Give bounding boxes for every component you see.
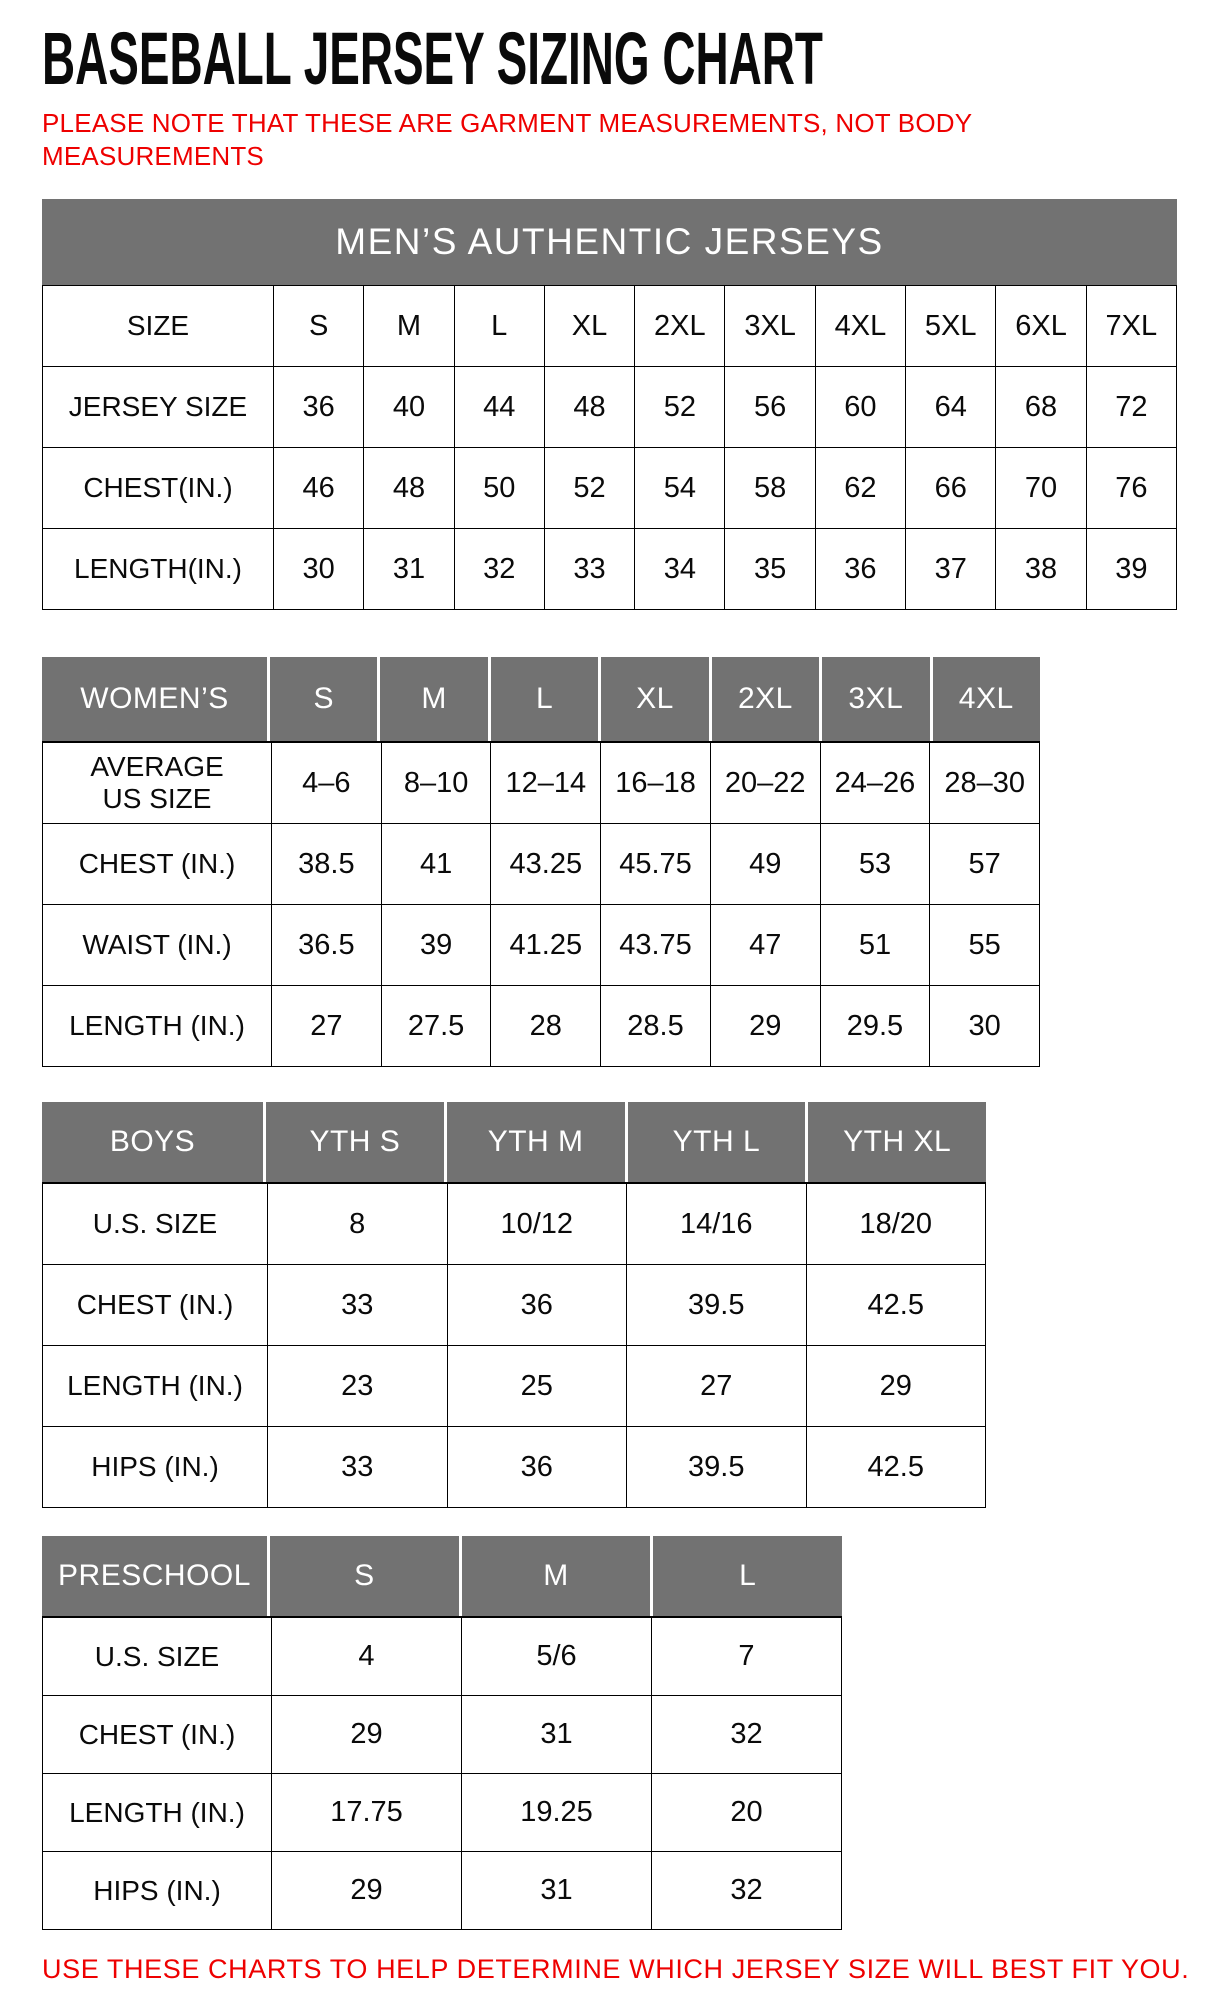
header-label-cell: WOMEN’S [42, 657, 270, 741]
value-cell: 66 [905, 448, 995, 528]
header-cell: 4XL [815, 286, 905, 366]
table-body [42, 1616, 842, 1930]
value-cell: 39 [1086, 529, 1176, 609]
value-cell: 36 [447, 1427, 627, 1507]
value-cell: 33 [267, 1427, 447, 1507]
header-cell: S [273, 286, 363, 366]
table-row [43, 1695, 841, 1773]
value-cell: 36 [273, 367, 363, 447]
value-cell: 25 [447, 1346, 627, 1426]
value-cell: 32 [651, 1852, 841, 1929]
value-cell: 10/12 [447, 1184, 627, 1264]
value-cell: 23 [267, 1346, 447, 1426]
table-header-row [42, 657, 1040, 741]
header-label-cell: SIZE [126, 310, 190, 342]
value-cell: 52 [634, 367, 724, 447]
value-cell: 50 [454, 448, 544, 528]
header-cell: M [462, 1536, 654, 1616]
mens-authentic-jerseys-table [42, 199, 1177, 610]
value-cell: 18/20 [806, 1184, 986, 1264]
header-cell: 3XL [822, 657, 932, 741]
value-cell: 68 [995, 367, 1085, 447]
header-cell: M [363, 286, 453, 366]
header-cell: 5XL [905, 286, 995, 366]
table-row [43, 366, 1176, 447]
row-label-cell: JERSEY SIZE [68, 391, 248, 423]
value-cell: 45.75 [600, 824, 710, 904]
value-cell: 44 [454, 367, 544, 447]
value-cell: 70 [995, 448, 1085, 528]
value-cell: 29 [271, 1696, 461, 1773]
value-cell: 40 [363, 367, 453, 447]
value-cell: 31 [461, 1852, 651, 1929]
table-header-row [42, 1536, 842, 1616]
table-row [43, 1184, 985, 1264]
value-cell: 42.5 [806, 1265, 986, 1345]
row-label-line: AVERAGE [90, 750, 224, 782]
womens-sizing-table [42, 657, 1040, 1067]
value-cell: 48 [363, 448, 453, 528]
value-cell: 29 [806, 1346, 986, 1426]
value-cell: 39 [381, 905, 491, 985]
value-cell: 27.5 [381, 986, 491, 1066]
header-cell: XL [601, 657, 711, 741]
header-cell: 7XL [1086, 286, 1176, 366]
value-cell: 14/16 [626, 1184, 806, 1264]
value-cell: 4 [271, 1618, 461, 1695]
table-row [43, 985, 1039, 1066]
value-cell: 36.5 [271, 905, 381, 985]
row-label-cell: CHEST (IN.) [76, 1289, 234, 1321]
value-cell: 19.25 [461, 1774, 651, 1851]
value-cell: 55 [929, 905, 1039, 985]
row-label-cell: LENGTH(IN.) [74, 553, 242, 585]
value-cell: 38.5 [271, 824, 381, 904]
value-cell: 30 [929, 986, 1039, 1066]
value-cell: 5/6 [461, 1618, 651, 1695]
row-label-cell: CHEST(IN.) [83, 472, 233, 504]
value-cell: 46 [273, 448, 363, 528]
value-cell: 33 [267, 1265, 447, 1345]
value-cell: 41 [381, 824, 491, 904]
row-label-cell: LENGTH (IN.) [69, 1796, 245, 1828]
value-cell: 32 [454, 529, 544, 609]
row-label-cell: HIPS (IN.) [93, 1874, 221, 1906]
row-label-cell: CHEST (IN.) [78, 1718, 236, 1750]
value-cell: 62 [815, 448, 905, 528]
table-row [43, 1618, 841, 1695]
value-cell: 56 [724, 367, 814, 447]
row-label-cell: WAIST (IN.) [82, 929, 232, 961]
value-cell: 29.5 [820, 986, 930, 1066]
value-cell: 8 [267, 1184, 447, 1264]
value-cell: 43.25 [490, 824, 600, 904]
header-cell: 6XL [995, 286, 1085, 366]
value-cell: 16–18 [600, 743, 710, 823]
table-row [43, 528, 1176, 609]
value-cell: 27 [271, 986, 381, 1066]
table-row [43, 1345, 985, 1426]
note-line-2: MEASUREMENTS [42, 140, 264, 171]
header-cell: L [454, 286, 544, 366]
header-label-cell: PRESCHOOL [42, 1536, 270, 1616]
value-cell: 52 [544, 448, 634, 528]
value-cell: 39.5 [626, 1265, 806, 1345]
value-cell: 24–26 [820, 743, 930, 823]
table-row [43, 904, 1039, 985]
value-cell: 48 [544, 367, 634, 447]
table-row [43, 1851, 841, 1929]
row-label-line: US SIZE [102, 783, 212, 815]
value-cell: 36 [815, 529, 905, 609]
value-cell: 29 [710, 986, 820, 1066]
header-cell: L [491, 657, 601, 741]
value-cell: 29 [271, 1852, 461, 1929]
value-cell: 43.75 [600, 905, 710, 985]
value-cell: 8–10 [381, 743, 491, 823]
value-cell: 12–14 [490, 743, 600, 823]
value-cell: 38 [995, 529, 1085, 609]
value-cell: 17.75 [271, 1774, 461, 1851]
value-cell: 33 [544, 529, 634, 609]
header-label-cell: BOYS [42, 1102, 266, 1182]
table-row [43, 447, 1176, 528]
table-body [42, 741, 1040, 1067]
row-label-cell: CHEST (IN.) [78, 848, 236, 880]
preschool-sizing-table [42, 1536, 842, 1930]
value-cell: 20 [651, 1774, 841, 1851]
row-label-cell: HIPS (IN.) [91, 1451, 219, 1483]
value-cell: 58 [724, 448, 814, 528]
table-header-row [42, 1102, 986, 1182]
value-cell: 28–30 [929, 743, 1039, 823]
value-cell: 41.25 [490, 905, 600, 985]
value-cell: 42.5 [806, 1427, 986, 1507]
value-cell: 76 [1086, 448, 1176, 528]
value-cell: 28.5 [600, 986, 710, 1066]
boys-sizing-table [42, 1102, 986, 1508]
header-cell: YTH S [266, 1102, 447, 1182]
value-cell: 47 [710, 905, 820, 985]
header-cell: YTH XL [808, 1102, 986, 1182]
value-cell: 64 [905, 367, 995, 447]
row-label-cell: LENGTH (IN.) [67, 1370, 243, 1402]
row-label-cell: LENGTH (IN.) [69, 1010, 245, 1042]
garment-measurement-note [42, 107, 1220, 174]
header-cell: S [270, 657, 380, 741]
value-cell: 57 [929, 824, 1039, 904]
header-cell: XL [544, 286, 634, 366]
header-cell: S [270, 1536, 462, 1616]
value-cell: 32 [651, 1696, 841, 1773]
value-cell: 36 [447, 1265, 627, 1345]
value-cell: 7 [651, 1618, 841, 1695]
value-cell: 27 [626, 1346, 806, 1426]
header-cell: L [653, 1536, 842, 1616]
table-row [43, 743, 1039, 823]
header-cell: YTH M [447, 1102, 628, 1182]
table-row [43, 1426, 985, 1507]
note-line-1: PLEASE NOTE THAT THESE ARE GARMENT MEASUREMENTS, NOT BODY [42, 107, 973, 138]
table-body [42, 285, 1177, 610]
table-header-row [43, 286, 1176, 366]
value-cell: 72 [1086, 367, 1176, 447]
mens-table-banner: MEN’S AUTHENTIC JERSEYS [42, 199, 1177, 285]
table-row [43, 1773, 841, 1851]
value-cell: 31 [363, 529, 453, 609]
value-cell: 37 [905, 529, 995, 609]
table-row [43, 823, 1039, 904]
value-cell: 51 [820, 905, 930, 985]
row-label-cell: U.S. SIZE [94, 1640, 220, 1672]
value-cell: 49 [710, 824, 820, 904]
value-cell: 39.5 [626, 1427, 806, 1507]
header-cell: 4XL [933, 657, 1040, 741]
header-cell: M [380, 657, 490, 741]
value-cell: 35 [724, 529, 814, 609]
table-body [42, 1182, 986, 1508]
table-row [43, 1264, 985, 1345]
value-cell: 60 [815, 367, 905, 447]
footer-note: USE THESE CHARTS TO HELP DETERMINE WHICH JERSEY SIZE WILL BEST FIT YOU. [42, 1954, 1190, 1985]
header-cell: YTH L [628, 1102, 809, 1182]
row-label-cell: U.S. SIZE [92, 1208, 218, 1240]
value-cell: 34 [634, 529, 724, 609]
value-cell: 53 [820, 824, 930, 904]
row-label-cell [43, 743, 271, 823]
value-cell: 28 [490, 986, 600, 1066]
page-title: BASEBALL JERSEY SIZING CHART [42, 17, 823, 100]
value-cell: 31 [461, 1696, 651, 1773]
value-cell: 54 [634, 448, 724, 528]
header-cell: 2XL [712, 657, 822, 741]
value-cell: 30 [273, 529, 363, 609]
value-cell: 20–22 [710, 743, 820, 823]
header-cell: 2XL [634, 286, 724, 366]
header-cell: 3XL [724, 286, 814, 366]
value-cell: 4–6 [271, 743, 381, 823]
